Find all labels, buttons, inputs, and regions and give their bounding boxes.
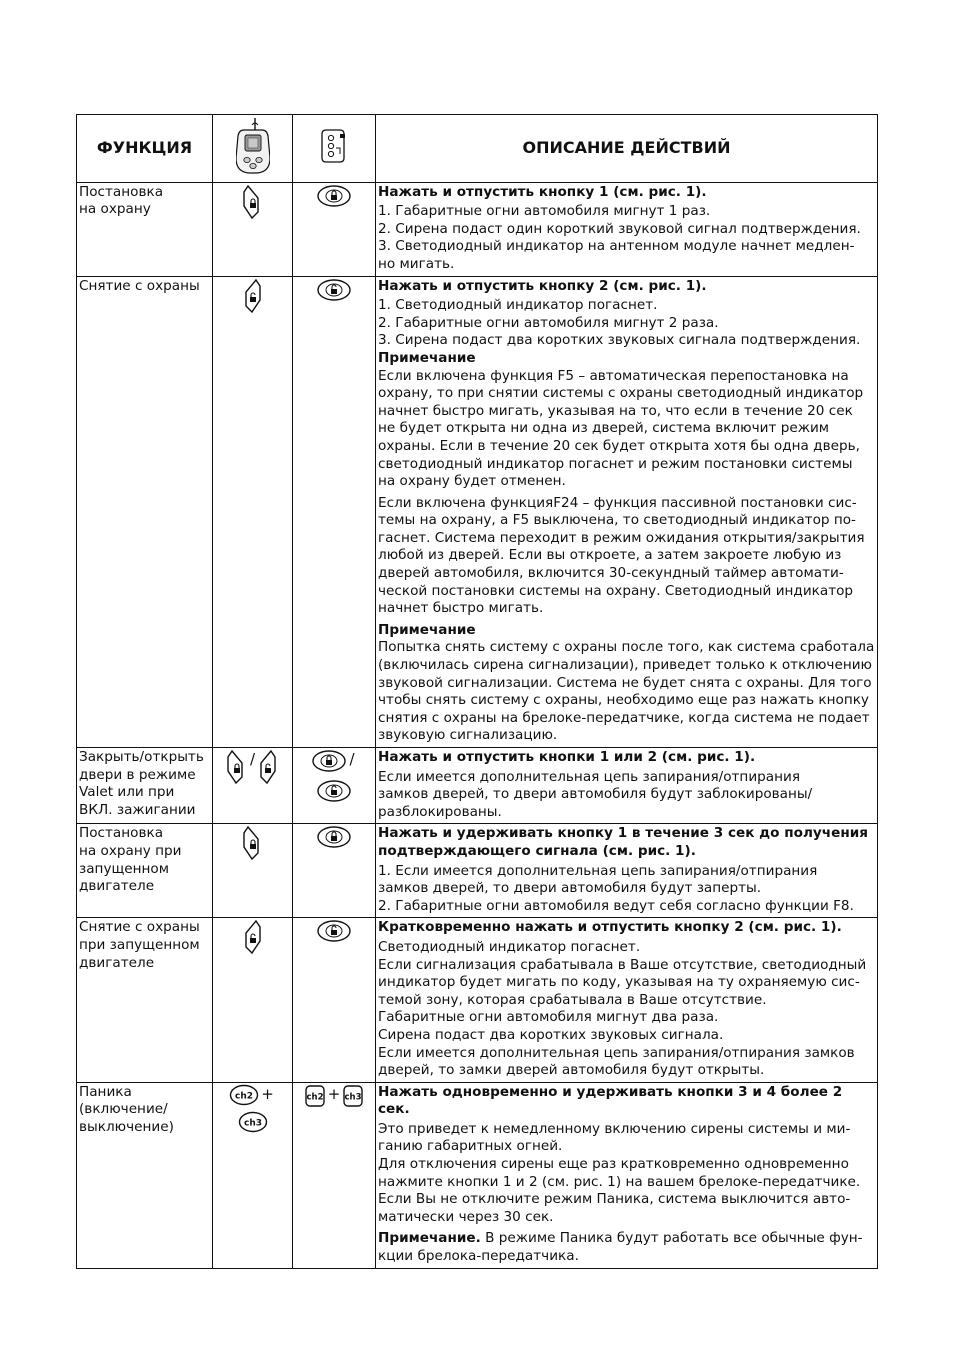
- unlock-button-icon: [316, 919, 352, 943]
- remote-2-button-cell: [293, 182, 376, 276]
- unlock-button-icon: [316, 779, 352, 803]
- description-cell: [376, 824, 878, 918]
- instruction-heading: Примечание: [378, 621, 476, 638]
- instruction-text: Если включена функцияF24 – функция пассивной постановки сис- темы на охрану, а F5 выключена, то светодиодный индикатор по- гаснет. Система переходит в режим ожидания открытия/закрытия любой из дверей. Если вы откроете, а затем закроете любую из дверей автомобиля, включится 30-секундный таймер автомати- ческой постановки системы на охрану. Светодиодный индикатор начнет быстро мигать.: [378, 494, 865, 617]
- remote-2-button-cell: [293, 276, 376, 747]
- function-line: Снятие с охраны: [79, 919, 200, 936]
- instruction-text: Это приведет к немедленному включению сирены системы и ми- ганию габаритных огней. Для отключения сирены еще раз кратковременно одновременно нажмите кнопки 1 и 2 (см. рис. 1) на вашем брелоке-передатчике. Если Вы не отключите режим Паника, система выключится авто- матически через 30 сек.: [378, 1120, 861, 1225]
- lock-button-icon: [311, 749, 347, 773]
- lock-button-icon: [242, 825, 264, 861]
- function-line: двигателе: [79, 954, 155, 971]
- description-cell: [376, 1082, 878, 1268]
- function-column-header: ФУНКЦИЯ: [77, 115, 213, 183]
- lock-button-icon: [316, 184, 352, 208]
- table-row: [77, 918, 878, 1082]
- instruction-heading: Примечание: [378, 349, 476, 366]
- function-line: Постановка: [79, 183, 164, 200]
- svg-text:ch3: ch3: [243, 1118, 262, 1129]
- description-cell: [376, 748, 878, 824]
- remote-2-button-cell: [293, 824, 376, 918]
- lock-button-icon: [242, 184, 264, 220]
- function-line: Valet или при: [79, 784, 175, 801]
- function-line: на охрану: [79, 201, 151, 218]
- function-cell: [77, 824, 213, 918]
- function-line: Паника: [79, 1083, 132, 1100]
- description-cell: [376, 182, 878, 276]
- instruction-heading: Нажать и отпустить кнопки 1 или 2 (см. рис. 1).: [378, 749, 756, 765]
- instruction-text: 1. Если имеется дополнительная цепь запирания/отпирания замков дверей, то двери автомобиля будут заперты. 2. Габаритные огни автомобиля ведут себя согласно функции F8.: [378, 862, 854, 914]
- remote-1-column-header: [213, 115, 293, 183]
- instruction-text: Попытка снять систему с охраны после того, как система сработала (включилась сирена сигнализации), приведет только к отключению звуковой сигнализации. Система не будет снята с охраны. Для того чтобы снять систему с охраны, необходимо еще раз нажать кнопку снятия с охраны на брелоке-передатчике, когда система не подает звуковую сигнализацию.: [378, 639, 875, 744]
- function-line: при запущенном: [79, 936, 200, 953]
- function-line: Снятие с охраны: [79, 277, 200, 294]
- lock-button-icon: [226, 749, 248, 785]
- remote-2-button-cell: [293, 918, 376, 1082]
- pager-remote-icon: [320, 126, 348, 166]
- remote-2-button-cell: [293, 1082, 376, 1268]
- description-cell: [376, 918, 878, 1082]
- function-line: (включение/: [79, 1101, 168, 1118]
- unlock-button-icon: [242, 919, 264, 955]
- description-column-header: ОПИСАНИЕ ДЕЙСТВИЙ: [376, 115, 878, 183]
- table-row: [77, 182, 878, 276]
- slash-separator: /: [349, 750, 355, 768]
- function-line: на охрану при: [79, 842, 182, 859]
- table-row: [77, 748, 878, 824]
- ch3-button-icon: [238, 1111, 268, 1133]
- ch2-button-icon: [304, 1084, 326, 1108]
- transmitter-icon: [236, 116, 270, 176]
- function-line: Закрыть/открыть: [79, 749, 204, 765]
- instruction-heading: Нажать и удерживать кнопку 1 в течение 3 сек до получения подтверждающего сигнала (см. рис. 1).: [378, 825, 868, 859]
- function-line: двигателе: [79, 878, 155, 895]
- function-line: двери в режиме: [79, 766, 196, 783]
- remote-1-button-cell: [213, 276, 293, 747]
- table-row: [77, 276, 878, 747]
- function-cell: [77, 276, 213, 747]
- table-row: [77, 824, 878, 918]
- slash-separator: /: [249, 750, 256, 768]
- function-line: Постановка: [79, 825, 164, 842]
- remote-1-button-cell: [213, 182, 293, 276]
- instruction-heading: Нажать и отпустить кнопку 2 (см. рис. 1).: [378, 277, 707, 294]
- instruction-text: Светодиодный индикатор погаснет. Если сигнализация срабатывала в Ваше отсутствие, светодиодный индикатор будет мигать по коду, указывая на ту охраняемую сис- темой зону, которая срабатывала в Ваше отсутствие. Габаритные огни автомобиля мигнут два раза. Сирена подаст два коротких звуковых сигнала. Если имеется дополнительная цепь запирания/отпирания замков дверей, то замки дверей автомобиля будут открыты.: [378, 938, 867, 1079]
- instruction-text: Если имеется дополнительная цепь запирания/отпирания замков дверей, то двери автомобиля будут заблокированы/ разблокированы.: [378, 768, 813, 820]
- unlock-button-icon: [316, 278, 352, 302]
- description-cell: [376, 276, 878, 747]
- function-cell: [77, 918, 213, 1082]
- unlock-button-icon: [242, 278, 264, 314]
- instruction-heading: Нажать и отпустить кнопку 1 (см. рис. 1).: [378, 183, 707, 200]
- ch3-button-icon: [342, 1084, 364, 1108]
- instruction-text: 1. Габаритные огни автомобиля мигнут 1 раз. 2. Сирена подаст один короткий звуковой сигнал подтверждения. 3. Светодиодный индикатор на антенном модуле начнет медлен- но мигать.: [378, 203, 861, 272]
- remote-2-button-cell: [293, 748, 376, 824]
- instruction-text: 1. Светодиодный индикатор погаснет. 2. Габаритные огни автомобиля мигнут 2 раза. 3. Сирена подаст два коротких звуковых сигнала подтверждения.: [378, 297, 861, 349]
- function-line: запущенном: [79, 860, 170, 877]
- remote-1-button-cell: [213, 824, 293, 918]
- lock-button-icon: [316, 825, 352, 849]
- instruction-heading: Нажать одновременно и удерживать кнопки 3 и 4 более 2 сек.: [378, 1083, 843, 1118]
- remote-2-column-header: [293, 115, 376, 183]
- note-label: Примечание.: [378, 1230, 481, 1247]
- function-cell: [77, 1082, 213, 1268]
- svg-text:ch2: ch2: [235, 1091, 254, 1102]
- remote-1-button-cell: [213, 1082, 293, 1268]
- plus-separator: +: [327, 1084, 341, 1103]
- instruction-heading: Кратковременно нажать и отпустить кнопку 2 (см. рис. 1).: [378, 919, 842, 936]
- remote-1-button-cell: [213, 918, 293, 1082]
- function-line: выключение): [79, 1118, 174, 1135]
- svg-text:ch2: ch2: [306, 1092, 324, 1103]
- remote-1-button-cell: [213, 748, 293, 824]
- unlock-button-icon: [257, 749, 279, 785]
- function-table: [76, 114, 878, 1269]
- function-cell: [77, 182, 213, 276]
- function-line: ВКЛ. зажигании: [79, 801, 196, 818]
- plus-separator: +: [261, 1084, 274, 1103]
- table-header-row: [77, 115, 878, 183]
- function-cell: [77, 748, 213, 824]
- ch2-button-icon: [229, 1084, 259, 1106]
- svg-text:ch3: ch3: [344, 1092, 362, 1103]
- instruction-text: Если включена функция F5 – автоматическая перепостановка на охрану, то при снятии системы с охраны светодиодный индикатор начнет быстро мигать, указывая на то, что если в течение 20 сек не будет открыта ни одна из дверей, система включит режим охраны. Если в течение 20 сек будет открыта хотя бы одна дверь, светодиодный индикатор погаснет и режим постановки системы на охрану будет отменен.: [378, 367, 864, 490]
- table-row: [77, 1082, 878, 1268]
- instruction-text: Примечание. В режиме Паника будут работать все обычные фун- кции брелока-передатчика.: [378, 1230, 863, 1265]
